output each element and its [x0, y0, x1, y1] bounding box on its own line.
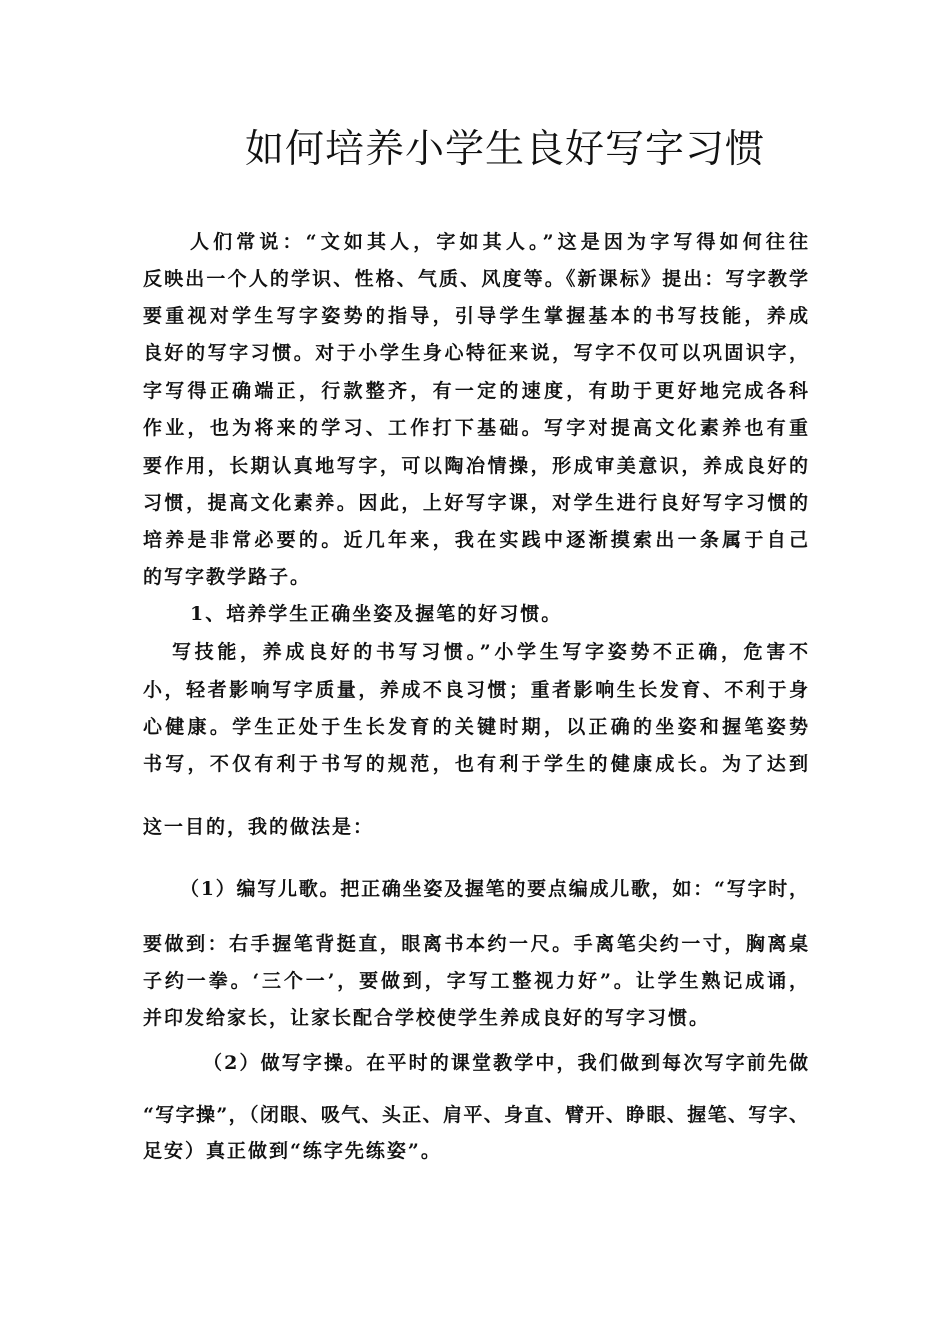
paragraph-line: 习惯，提高文化素养。因此，上好写字课，对学生进行良好写字习惯的	[143, 492, 808, 514]
list-item-line: （1）编写儿歌。把正确坐姿及握笔的要点编成儿歌，如：“写字时，	[180, 878, 808, 900]
list-item-line: （2）做写字操。在平时的课堂教学中，我们做到每次写字前先做	[203, 1052, 808, 1074]
paragraph-line: 这一目的，我的做法是：	[143, 816, 375, 838]
paragraph-line: 培养是非常必要的。近几年来，我在实践中逐渐摸索出一条属于自己	[143, 529, 808, 551]
paragraph-line: 子约一拳。‘三个一’，要做到，字写工整视力好”。让学生熟记成诵，	[143, 970, 808, 992]
document-title: 如何培养小学生良好写字习惯	[244, 127, 765, 172]
paragraph-line: 反映出一个人的学识、性格、气质、风度等。《新课标》提出：写字教学	[143, 268, 808, 290]
section-heading: 1、培养学生正确坐姿及握笔的好习惯。	[190, 603, 563, 625]
paragraph-line: 足安）真正做到“练字先练姿”。	[143, 1140, 442, 1162]
paragraph-line: 作业，也为将来的学习、工作打下基础。写字对提高文化素养也有重	[143, 417, 808, 439]
paragraph-line: 字写得正确端正，行款整齐，有一定的速度，有助于更好地完成各科	[143, 380, 808, 402]
paragraph-line: “写字操”，（闭眼、吸气、头正、肩平、身直、臂开、睁眼、握笔、写字、	[143, 1104, 808, 1126]
paragraph-line: 书写，不仅有利于书写的规范，也有利于学生的健康成长。为了达到	[143, 753, 808, 775]
paragraph-line: 人们常说：“文如其人，字如其人。”这是因为字写得如何往往	[190, 231, 808, 253]
paragraph-line: 小，轻者影响写字质量，养成不良习惯；重者影响生长发育、不利于身	[143, 679, 808, 701]
paragraph-line: 写技能，养成良好的书写习惯。”小学生写字姿势不正确，危害不	[172, 641, 808, 663]
paragraph-line: 良好的写字习惯。对于小学生身心特征来说，写字不仅可以巩固识字，	[143, 342, 808, 364]
paragraph-line: 并印发给家长，让家长配合学校使学生养成良好的写字习惯。	[143, 1007, 711, 1029]
paragraph-line: 要做到：右手握笔背挺直，眼离书本约一尺。手离笔尖约一寸，胸离桌	[143, 933, 808, 955]
paragraph-line: 要重视对学生写字姿势的指导，引导学生掌握基本的书写技能，养成	[143, 305, 808, 327]
paragraph-line: 的写字教学路子。	[143, 566, 312, 588]
paragraph-line: 要作用，长期认真地写字，可以陶冶情操，形成审美意识，养成良好的	[143, 455, 808, 477]
paragraph-line: 心健康。学生正处于生长发育的关键时期，以正确的坐姿和握笔姿势	[143, 716, 808, 738]
